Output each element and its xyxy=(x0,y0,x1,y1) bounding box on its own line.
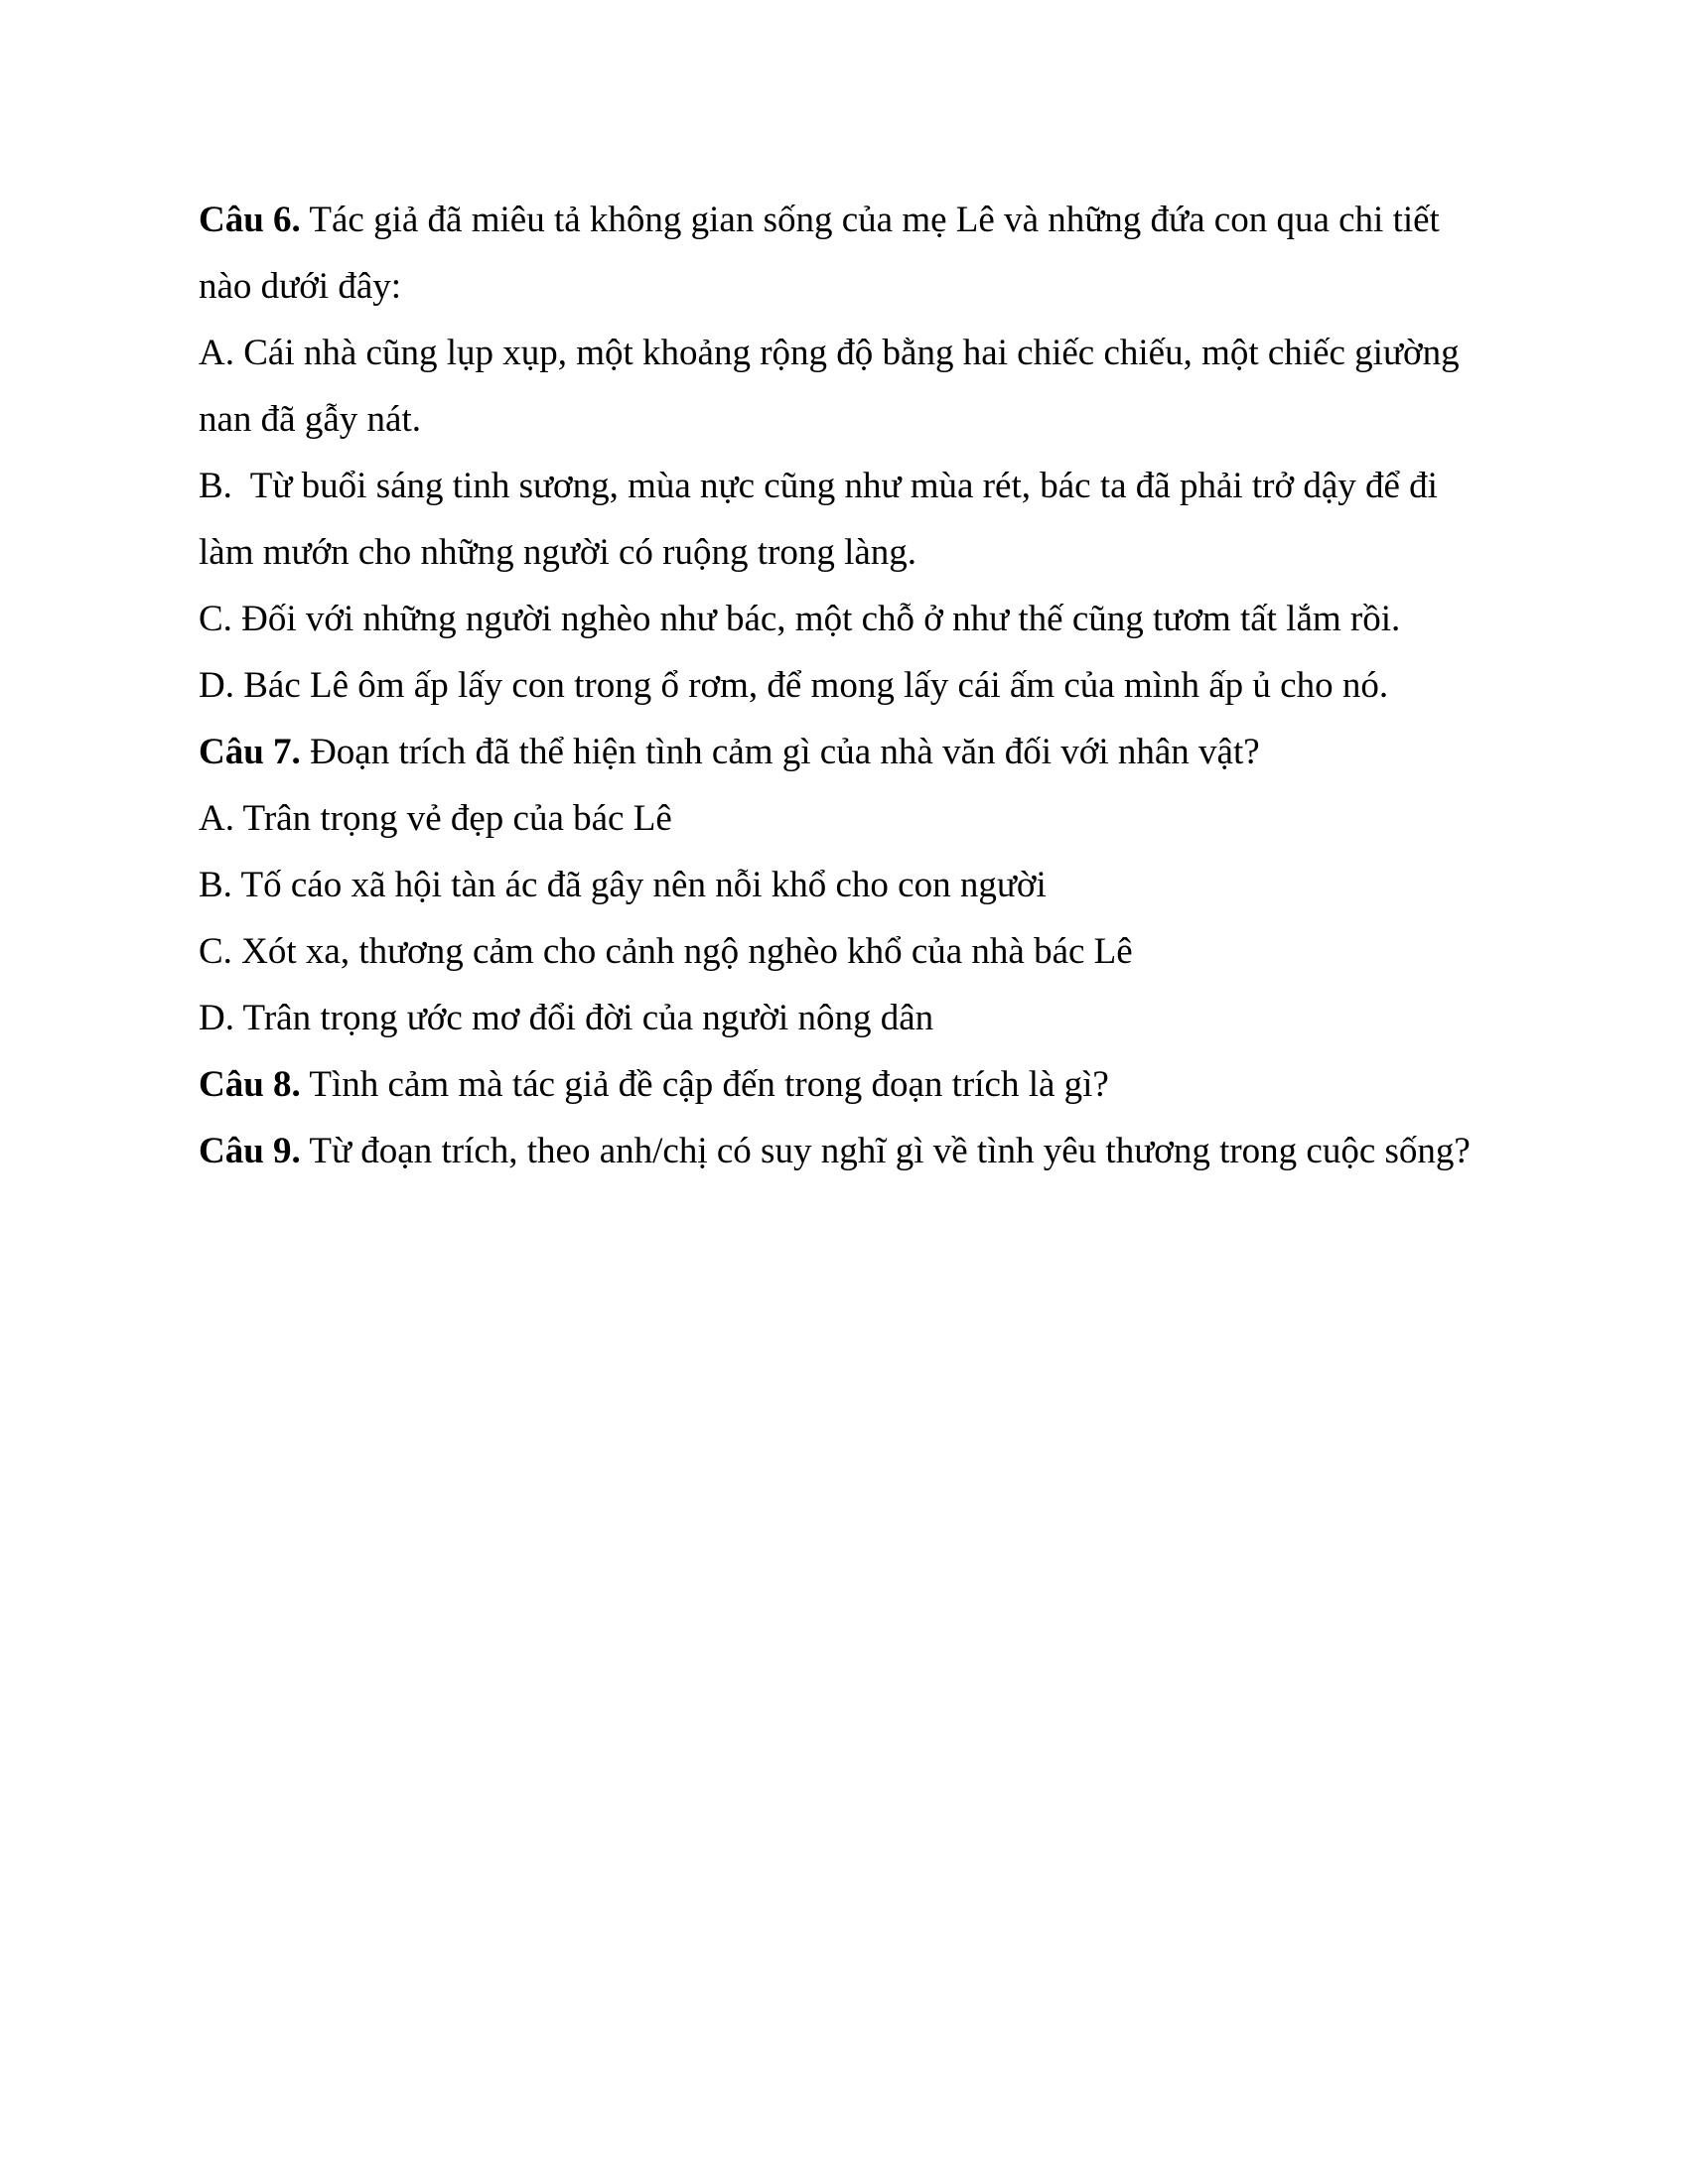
question-label: Câu 8. xyxy=(199,1064,301,1105)
question-9 xyxy=(199,1118,1499,1184)
question-text: Tình cảm mà tác giả đề cập đến trong đoạn trích là gì? xyxy=(300,1064,1109,1105)
question-7-option-b: B. Tố cáo xã hội tàn ác đã gây nên nỗi khổ cho con người xyxy=(199,865,1047,905)
question-7 xyxy=(199,719,1499,785)
question-7-option-d: D. Trân trọng ước mơ đổi đời của người nông dân xyxy=(199,998,934,1038)
question-text: Từ đoạn trích, theo anh/chị có suy nghĩ gì về tình yêu thương trong cuộc sống? xyxy=(300,1131,1471,1171)
document-page xyxy=(199,187,1499,1184)
question-text: Đoạn trích đã thể hiện tình cảm gì của nhà văn đối với nhân vật? xyxy=(300,732,1260,772)
question-label: Câu 6. xyxy=(199,200,301,240)
question-6-option-a: A. Cái nhà cũng lụp xụp, một khoảng rộng độ bằng hai chiếc chiếu, một chiếc giường nan đã gẫy nát. xyxy=(199,333,1460,440)
question-label: Câu 7. xyxy=(199,732,301,772)
question-8 xyxy=(199,1051,1499,1118)
question-6-option-b: B. Từ buổi sáng tinh sương, mùa nực cũng như mùa rét, bác ta đã phải trở dậy để đi làm mướn cho những người có ruộng trong làng. xyxy=(199,466,1448,573)
question-6 xyxy=(199,187,1499,320)
question-label: Câu 9. xyxy=(199,1131,301,1171)
question-6-option-c: C. Đối với những người nghèo như bác, một chỗ ở như thế cũng tươm tất lắm rồi. xyxy=(199,599,1401,639)
question-7-option-c: C. Xót xa, thương cảm cho cảnh ngộ nghèo khổ của nhà bác Lê xyxy=(199,931,1133,972)
question-text: Tác giả đã miêu tả không gian sống của mẹ Lê và những đứa con qua chi tiết nào dưới đây: xyxy=(199,200,1440,307)
question-7-option-a: A. Trân trọng vẻ đẹp của bác Lê xyxy=(199,798,672,839)
question-6-option-d: D. Bác Lê ôm ấp lấy con trong ổ rơm, để mong lấy cái ấm của mình ấp ủ cho nó. xyxy=(199,665,1389,706)
